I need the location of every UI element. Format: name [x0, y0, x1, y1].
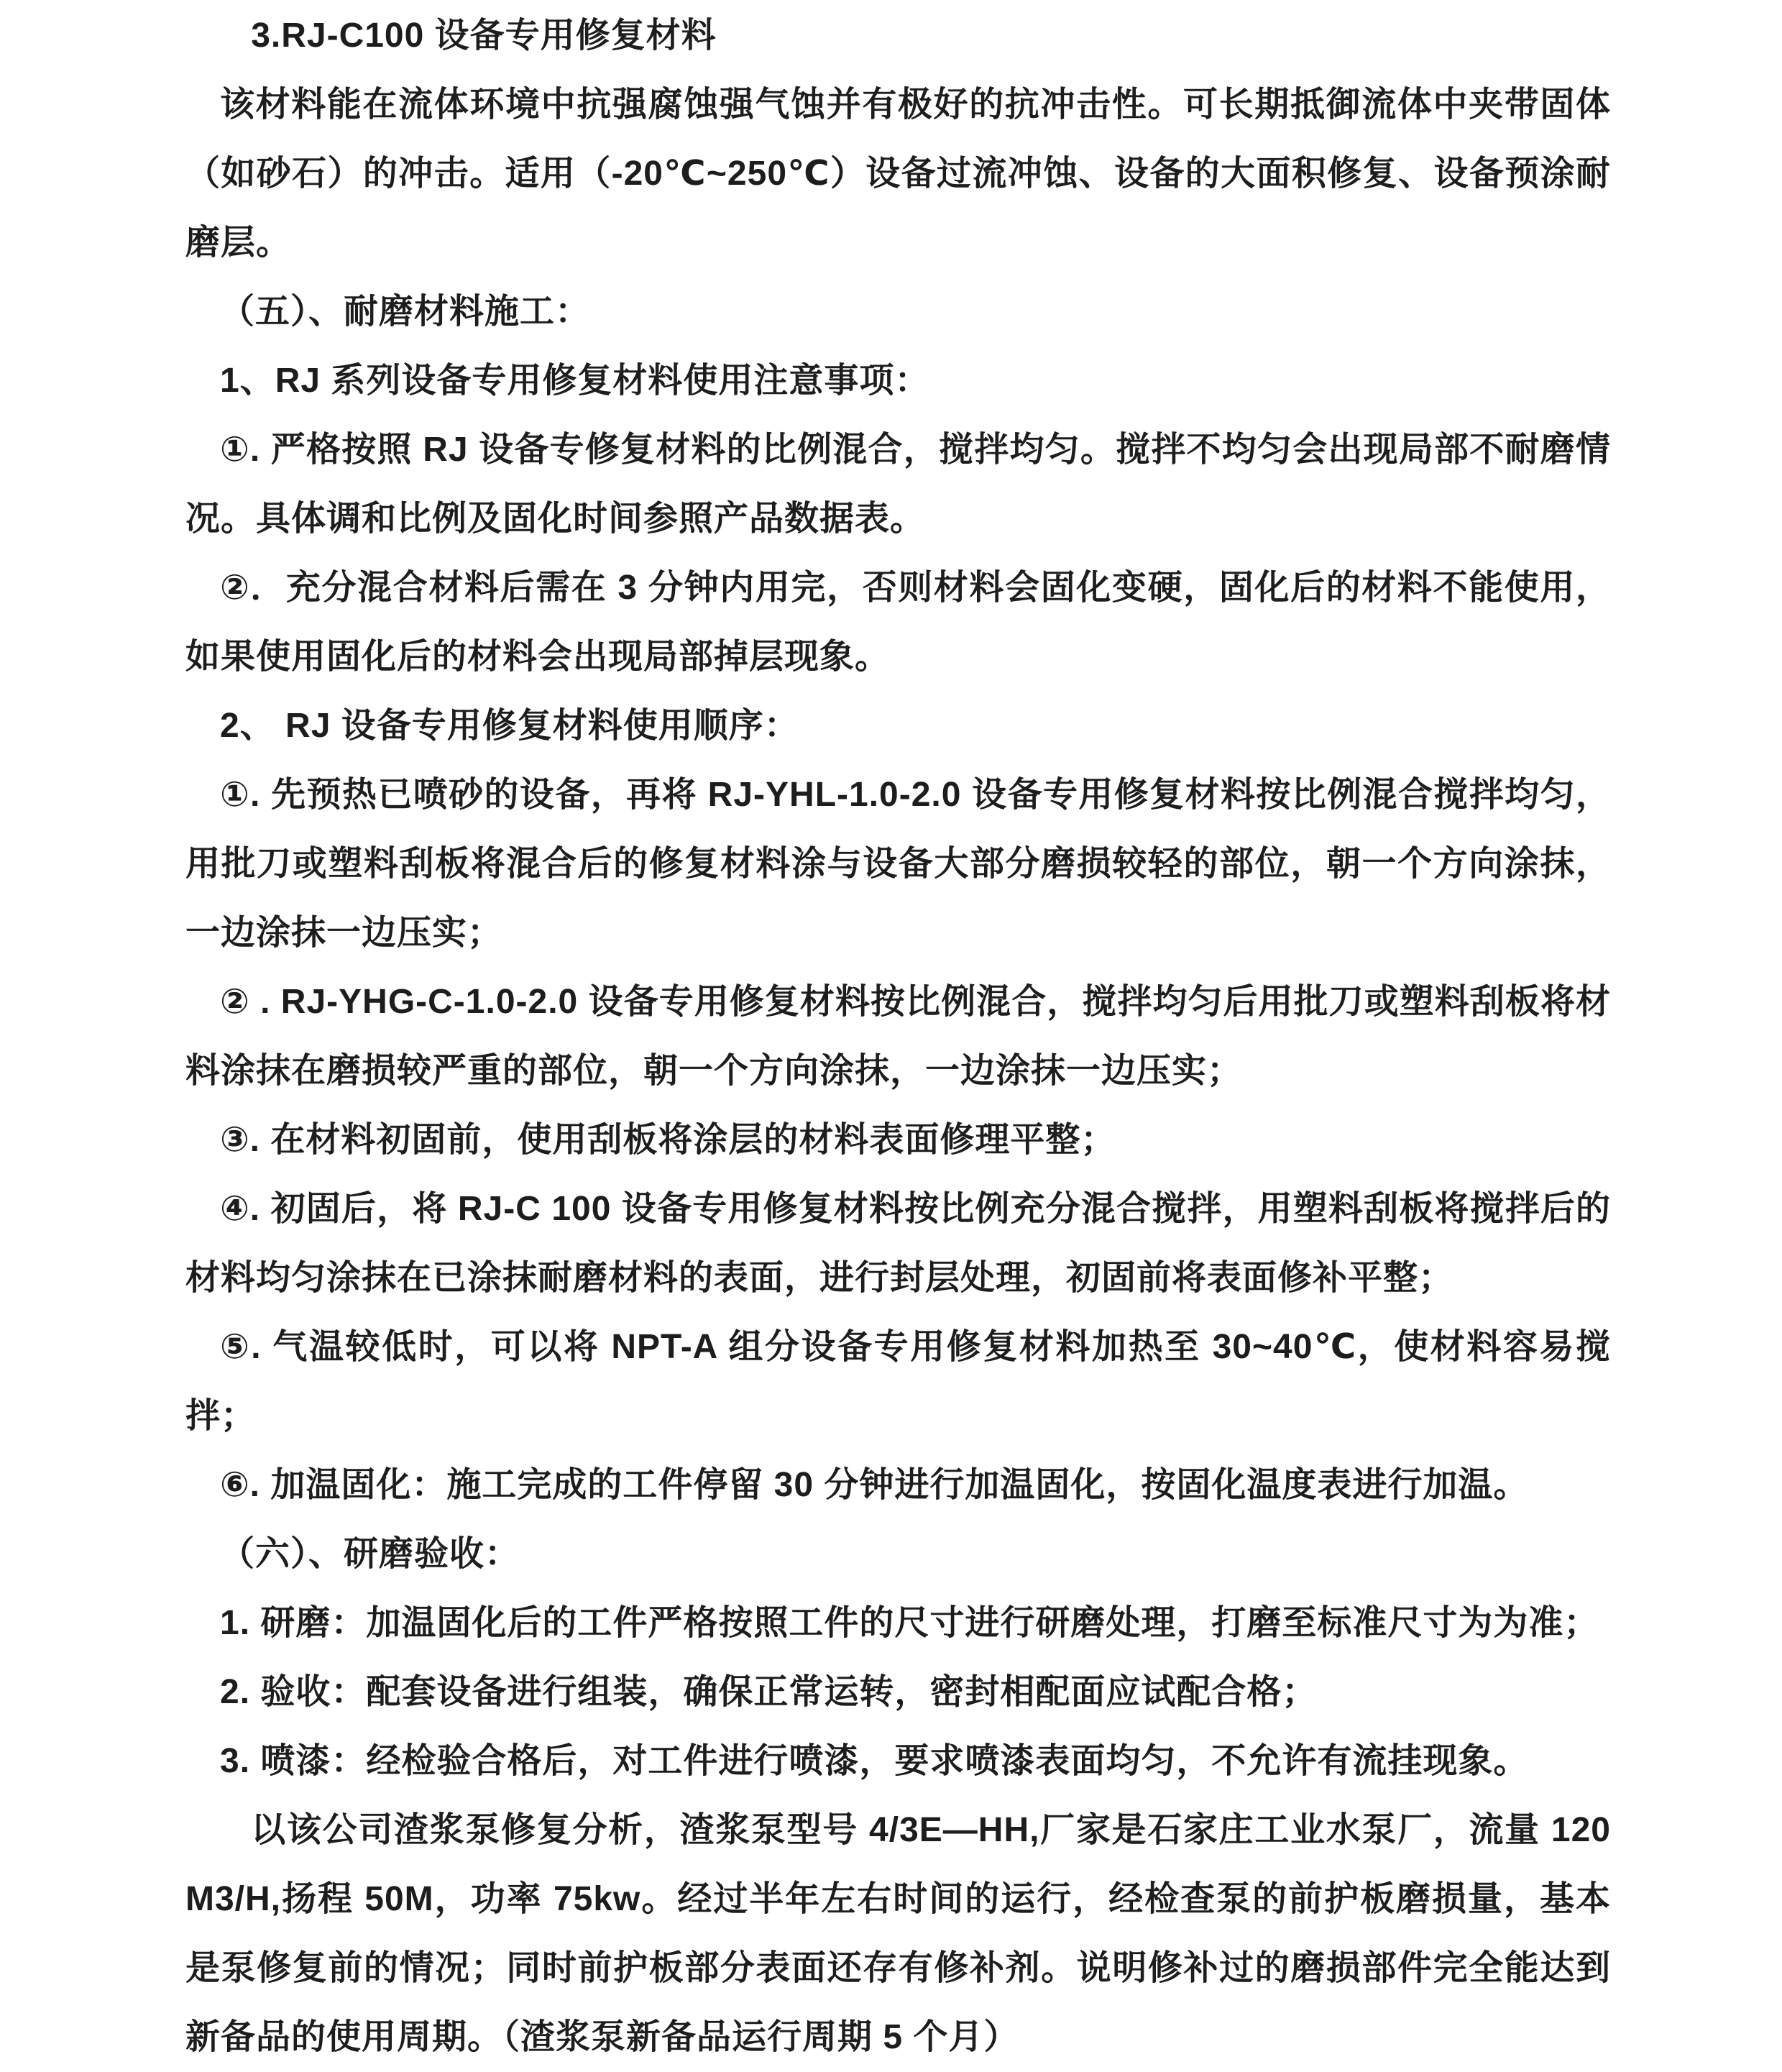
para-material-properties: 该材料能在流体环境中抗强腐蚀强气蚀并有极好的抗冲击性。可长期抵御流体中夹带固体（如砂石）的冲击。适用（-20℃~250℃）设备过流冲蚀、设备的大面积修复、设备预涂耐磨层。: [185, 86, 1611, 262]
para-step-3: ③. 在材料初固前，使用刮板将涂层的材料表面修理平整；: [220, 1121, 1116, 1159]
para-grinding: 1. 研磨：加温固化后的工件严格按照工件的尺寸进行研磨处理，打磨至标准尺寸为为准；: [220, 1604, 1599, 1642]
para-note-2: ②．充分混合材料后需在 3 分钟内用完，否则材料会固化变硬，固化后的材料不能使用，如果使用固化后的材料会出现局部掉层现象。: [185, 569, 1611, 676]
para-painting: 3. 喷漆：经检验合格后，对工件进行喷漆，要求喷漆表面均匀，不允许有流挂现象。: [220, 1742, 1529, 1780]
heading-usage-notes: 1、RJ 系列设备专用修复材料使用注意事项：: [220, 362, 930, 400]
heading-section-5-construction: （五）、耐磨材料施工：: [220, 293, 591, 331]
para-step-2: ② . RJ-YHG-C-1.0-2.0 设备专用修复材料按比例混合，搅拌均匀后用批刀或塑料刮板将材料涂抹在磨损较严重的部位，朝一个方向涂抹，一边涂抹一边压实；: [185, 983, 1611, 1090]
para-step-4: ④. 初固后，将 RJ-C 100 设备专用修复材料按比例充分混合搅拌，用塑料刮板将搅拌后的材料均匀涂抹在已涂抹耐磨材料的表面，进行封层处理，初固前将表面修补平整；: [185, 1190, 1611, 1297]
heading-section-6-inspection: （六）、研磨验收：: [220, 1535, 520, 1573]
para-acceptance: 2. 验收：配套设备进行组装，确保正常运转，密封相配面应试配合格；: [220, 1673, 1318, 1711]
para-slurry-pump-analysis: 以该公司渣浆泵修复分析，渣浆泵型号 4/3E—HH,厂家是石家庄工业水泵厂，流量 120M3/H,扬程 50M，功率 75kw。经过半年左右时间的运行，经检查泵的前护板磨损量，基本是泵修复前的情况；同时前护板部分表面还存有修补剂。说明修补过的磨损部件完全能达到新备品的使用周期。（渣浆泵新备品运行周期 5 个月）: [185, 1811, 1611, 2056]
para-step-6: ⑥. 加温固化：施工完成的工件停留 30 分钟进行加温固化，按固化温度表进行加温。: [220, 1466, 1529, 1504]
heading-rj-c100: 3.RJ-C100 设备专用修复材料: [251, 17, 717, 55]
para-note-1: ①. 严格按照 RJ 设备专修复材料的比例混合，搅拌均匀。搅拌不均匀会出现局部不耐磨情况。具体调和比例及固化时间参照产品数据表。: [185, 431, 1611, 538]
para-step-5: ⑤. 气温较低时，可以将 NPT-A 组分设备专用修复材料加热至 30~40℃，使材料容易搅拌；: [185, 1328, 1611, 1435]
heading-usage-order: 2、 RJ 设备专用修复材料使用顺序：: [220, 707, 799, 745]
para-step-1: ①. 先预热已喷砂的设备，再将 RJ-YHL-1.0-2.0 设备专用修复材料按比例混合搅拌均匀，用批刀或塑料刮板将混合后的修复材料涂与设备大部分磨损较轻的部位，朝一个方向涂抹，一边涂抹一边压实；: [185, 776, 1611, 952]
